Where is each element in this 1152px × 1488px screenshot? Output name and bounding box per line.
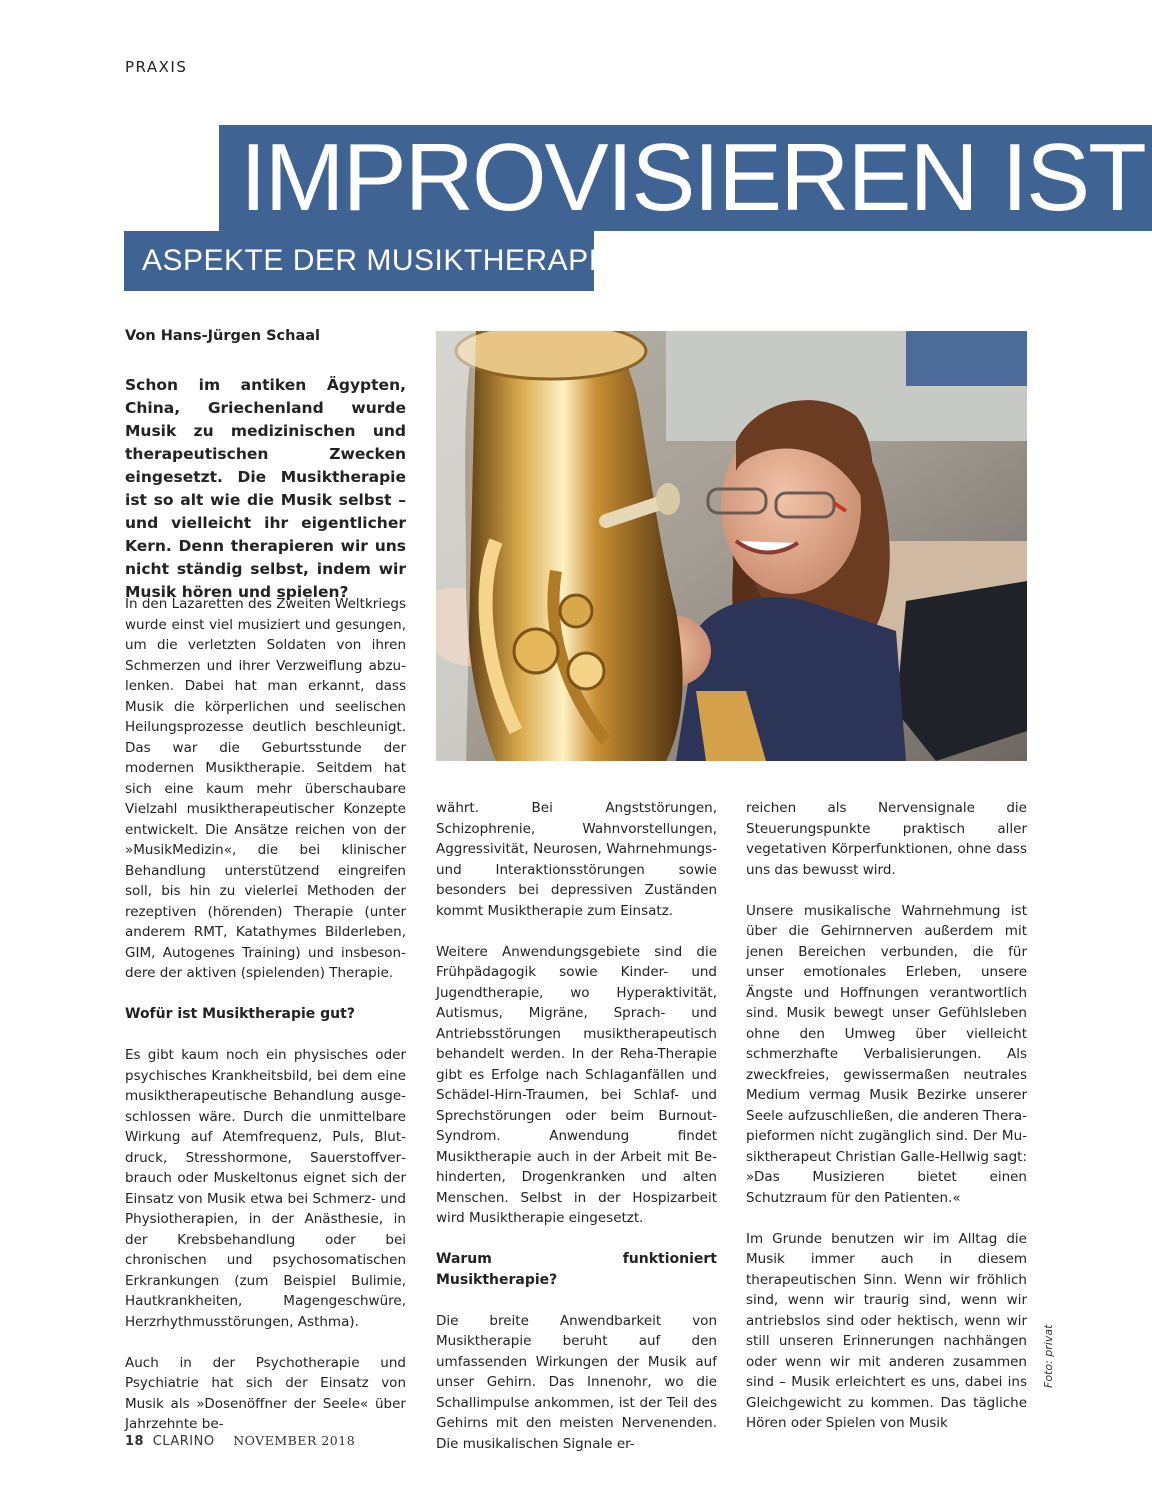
article-photo bbox=[436, 331, 1027, 761]
paragraph: Unsere musikalische Wahrnehmung ist über die Gehirnnerven außerdem mit jenen Bereichen verbunden, die für unser emotionales Erleben, unsere Ängste und Hoffnungen verantwortlich sind. Musik bewegt unser Gefühlsleben ohne den Umweg über vielleicht schmerzhafte Verbalisierungen. Als zweckfreies, gewissermaßen neutrales Medium vermag Musik Bezirke unserer Seele aufzuschließen, die anderen Therapieformen nicht zugänglich sind. Der Musiktherapeut Christian Galle-Hellwig sagt: »Das Musizieren bietet einen Schutzraum für den Patienten.« bbox=[746, 902, 1027, 1206]
subheading: Warum funktioniert Musiktherapie? bbox=[436, 1251, 717, 1288]
page-footer bbox=[125, 1433, 355, 1449]
article-subtitle: ASPEKTE DER MUSIKTHERAPIE bbox=[142, 244, 618, 277]
magazine-name: CLARINO bbox=[152, 1434, 215, 1449]
author-byline: Von Hans-Jürgen Schaal bbox=[125, 328, 321, 344]
paragraph: Die breite Anwendbarkeit von Musiktherapie beruht auf den umfassenden Wirkungen der Musik auf unser Gehirn. Das Innenohr, wo die Schallimpulse ankommen, ist der Teil des Gehirns mit den meisten Nervenenden. Die musikalischen Signale er- bbox=[436, 1312, 717, 1452]
article-title: IMPROVISIEREN IST bbox=[240, 124, 1145, 231]
subheading: Wofür ist Musiktherapie gut? bbox=[125, 1006, 355, 1022]
paragraph: währt. Bei Angststörungen, Schizophrenie, Wahnvorstellungen, Aggressivität, Neurosen, Wahrnehmungs- und Interaktionsstörungen sowie besonders bei depressiven Zuständen kommt Musiktherapie zum Einsatz. bbox=[436, 800, 717, 919]
paragraph: In den Lazaretten des Zweiten Weltkriegs wurde einst viel musiziert und gesungen, um die verletzten Soldaten von ihren Schmerzen und ihrer Verzweiflung abzulenken. Dabei hat man erkannt, dass Musik die körperlichen und seelischen Heilungsprozesse deutlich beschleunigt. Das war die Geburtsstunde der modernen Musiktherapie. Seitdem hat sich eine kaum mehr überschaubare Vielzahl musiktherapeutischer Konzepte entwickelt. Die Ansätze reichen von der »MusikMedizin«, die bei klinischer Behandlung unterstützend eingreifen soll, bis hin zu vielerlei Methoden der rezeptiven (hörenden) Therapie (unter anderem RMT, Katathymes Bilderleben, GIM, Autogenes Training) und insbesondere der aktiven (spielenden) Therapie. bbox=[125, 596, 406, 981]
paragraph: reichen als Nervensignale die Steuerungspunkte praktisch aller vegetativen Körperfunktionen, ohne dass uns das bewusst wird. bbox=[746, 800, 1027, 878]
column-3 bbox=[746, 798, 1027, 1454]
page-number: 18 bbox=[125, 1434, 145, 1449]
section-label: PRAXIS bbox=[125, 58, 188, 76]
photo-credit: Foto: privat bbox=[1042, 1324, 1055, 1388]
paragraph: Es gibt kaum noch ein physisches oder psychisches Krankheitsbild, bei dem eine musiktherapeutische Behandlung ausgeschlossen wäre. Durch die unmittelbare Wirkung auf Atemfrequenz, Puls, Blutdruck, Stresshormone, Sauerstoffverbrauch oder Muskeltonus eignet sich der Einsatz von Musik etwa bei Schmerz- und Physiotherapien, in der Anästhesie, in der Krebsbehandlung oder bei chronischen und psychosomatischen Erkrankungen (zum Beispiel Bulimie, Hautkrankheiten, Magengeschwüre, Herzrhythmusstörungen, Asthma). bbox=[125, 1047, 406, 1330]
issue-date: NOVEMBER 2018 bbox=[233, 1433, 356, 1448]
lead-text: Schon im antiken Ägypten, China, Griechenland wurde Musik zu medizinischen und therapeutischen Zwecken eingesetzt. Die Musiktherapie ist so alt wie die Musik selbst – und vielleicht ihr eigentlicher Kern. Denn therapieren wir uns nicht ständig selbst, indem wir Musik hören und spielen? bbox=[125, 376, 406, 601]
lead-paragraph bbox=[125, 374, 406, 604]
paragraph: Auch in der Psychotherapie und Psychiatrie hat sich der Einsatz von Musik als »Dosenöffner der Seele« über Jahrzehnte be- bbox=[125, 1354, 406, 1432]
paragraph: Weitere Anwendungsgebiete sind die Frühpädagogik sowie Kinder- und Jugendtherapie, wo Hyperaktivität, Autismus, Migräne, Sprach- und Antriebsstörungen musiktherapeutisch behandelt werden. In der Reha-Therapie gibt es Erfolge nach Schlaganfällen und Schädel-Hirn-Traumen, bei Schlaf- und Sprechstörungen oder beim Burnout-Syndrom. Anwendung findet Musiktherapie auch in der Arbeit mit Behinderten, Drogenkranken und alten Menschen. Selbst in der Hospizarbeit wird Musiktherapie eingesetzt. bbox=[436, 943, 717, 1226]
column-1 bbox=[125, 594, 406, 1455]
paragraph: Im Grunde benutzen wir im Alltag die Musik immer auch in diesem therapeutischen Sinn. Wenn wir fröhlich sind, wenn wir traurig sind, wenn wir antriebslos sind oder hektisch, wenn wir still unseren Erinnerungen nachhängen oder wenn wir mit anderen zusammen sind – Musik erleichtert es uns, dabei ins Gleichgewicht zu kommen. Das tägliche Hören oder Spielen von Musik bbox=[746, 1230, 1027, 1431]
column-2 bbox=[436, 798, 717, 1475]
girl-with-tuba-illustration bbox=[436, 331, 1027, 761]
